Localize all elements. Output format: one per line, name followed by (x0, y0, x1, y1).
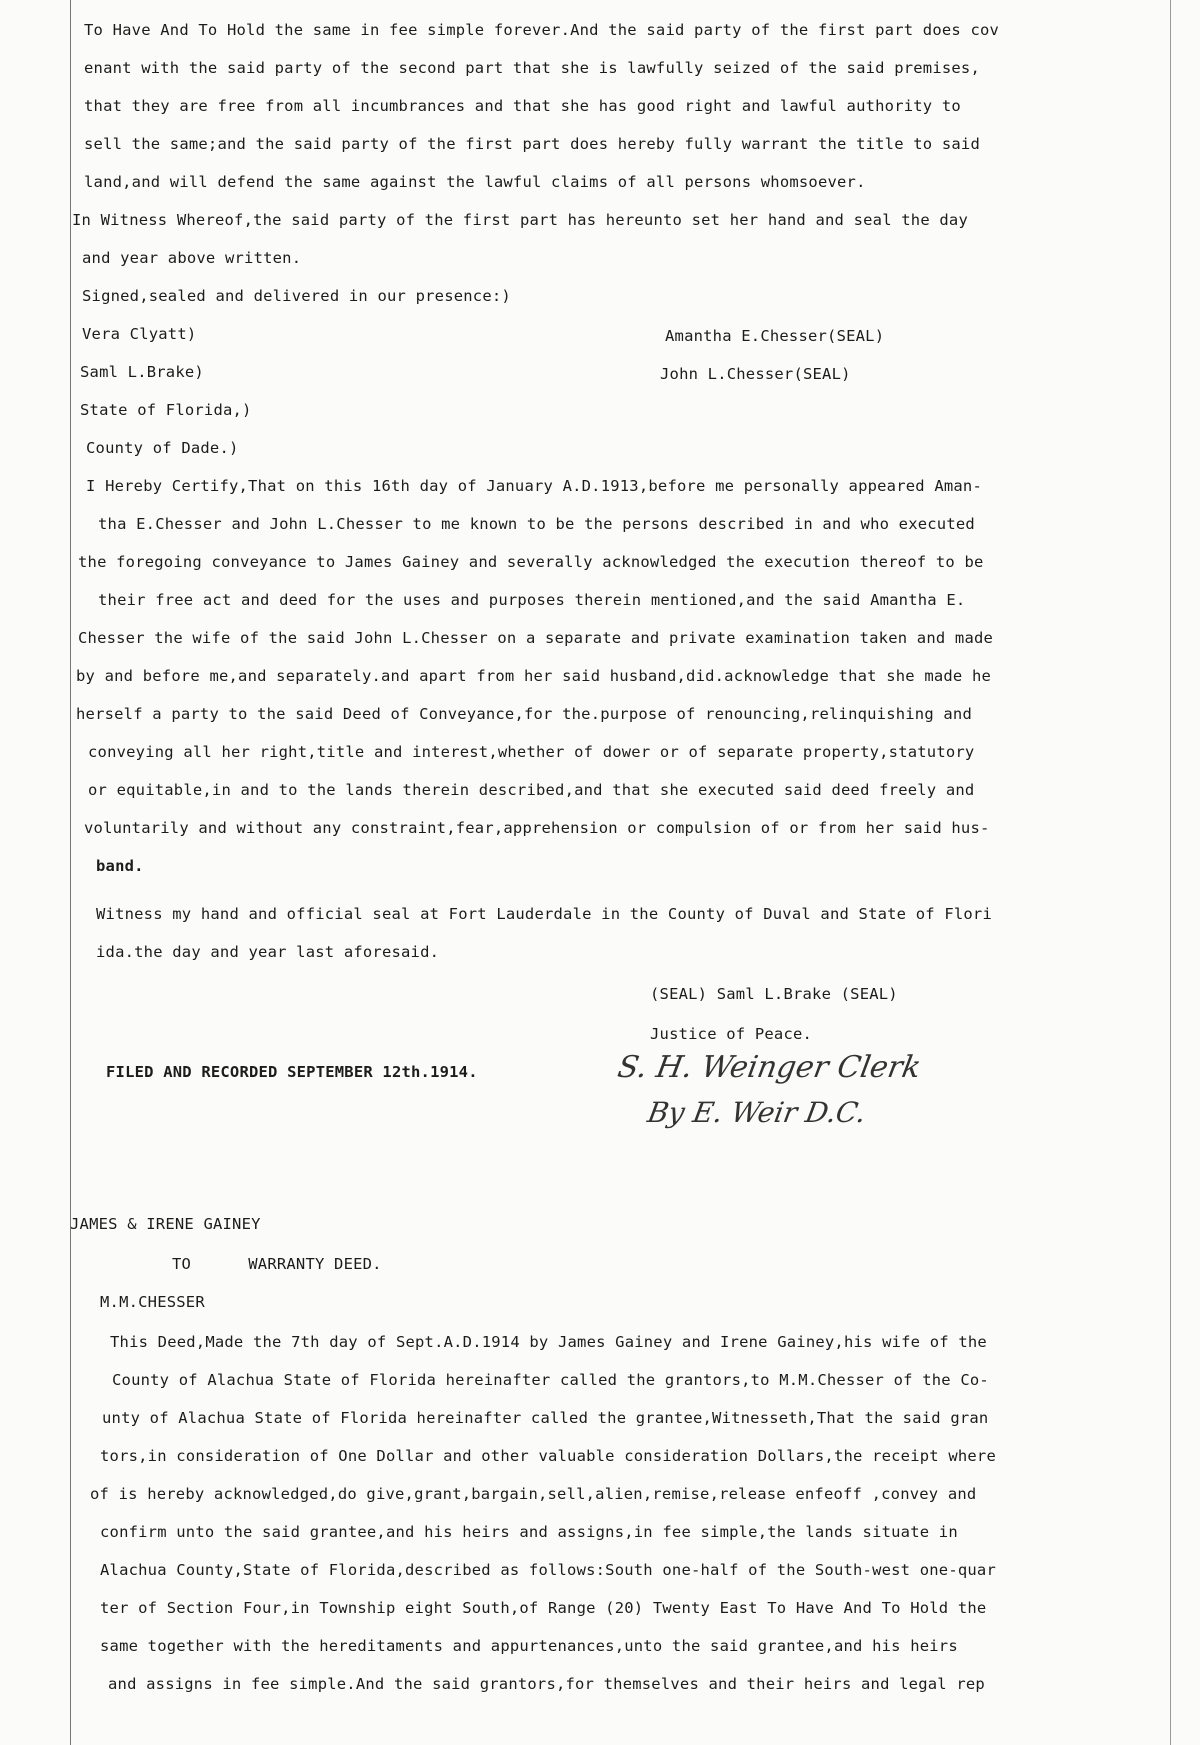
deed2-type: TO WARRANTY DEED. (172, 1255, 382, 1273)
deed2-grantee: M.M.CHESSER (100, 1293, 205, 1311)
grantor-signature: John L.Chesser(SEAL) (660, 365, 851, 383)
certify-line: conveying all her right,title and interest,whether of dower or of separate property,statutory (88, 743, 975, 761)
certify-line: the foregoing conveyance to James Gainey and severally acknowledged the execution thereof to be (78, 553, 984, 571)
deed2-body-line: same together with the hereditaments and appurtenances,unto the said grantee,and his heirs (100, 1637, 958, 1655)
deed2-body-line: tors,in consideration of One Dollar and other valuable consideration Dollars,the receipt where (100, 1447, 996, 1465)
certify-line: their free act and deed for the uses and purposes therein mentioned,and the said Amantha E. (98, 591, 966, 609)
deed1-para1-line: land,and will defend the same against the lawful claims of all persons whomsoever. (84, 173, 866, 191)
deed2-body-line: and assigns in fee simple.And the said grantors,for themselves and their heirs and legal rep (108, 1675, 985, 1693)
deed1-para1-line: To Have And To Hold the same in fee simple forever.And the said party of the first part does cov (84, 21, 1000, 39)
deed1-witness-line: and year above written. (82, 249, 302, 267)
left-margin-rule (70, 0, 71, 1745)
right-margin-rule (1170, 0, 1171, 1745)
deed1-signed-line: Signed,sealed and delivered in our presence:) (82, 287, 511, 305)
filed-stamp: FILED AND RECORDED SEPTEMBER 12th.1914. (106, 1063, 478, 1081)
deed1-para1-line: sell the same;and the said party of the first part does hereby fully warrant the title to said (84, 135, 980, 153)
deed2-body-line: unty of Alachua State of Florida hereinafter called the grantee,Witnesseth,That the said gran (102, 1409, 989, 1427)
deed2-body-line: confirm unto the said grantee,and his heirs and assigns,in fee simple,the lands situate in (100, 1523, 958, 1541)
witness-name: Vera Clyatt) (82, 325, 197, 343)
grantor-signature: Amantha E.Chesser(SEAL) (665, 327, 885, 345)
certify-line: herself a party to the said Deed of Conveyance,for the.purpose of renouncing,relinquishing and (76, 705, 972, 723)
certify-line: by and before me,and separately.and apart from her said husband,did.acknowledge that she made he (76, 667, 992, 685)
certify-line: I Hereby Certify,That on this 16th day of January A.D.1913,before me personally appeared Aman- (86, 477, 982, 495)
witness-name: Saml L.Brake) (80, 363, 204, 381)
certify-line: voluntarily and without any constraint,fear,apprehension or compulsion of or from her said hus- (84, 819, 990, 837)
certify-line: or equitable,in and to the lands therein described,and that she executed said deed freely and (88, 781, 975, 799)
deputy-clerk-signature: By E. Weir D.C. (645, 1096, 869, 1129)
certify-line: band. (96, 857, 144, 875)
deed2-body-line: ter of Section Four,in Township eight South,of Range (20) Twenty East To Have And To Hold the (100, 1599, 987, 1617)
deed1-para1-line: enant with the said party of the second part that she is lawfully seized of the said premises, (84, 59, 980, 77)
justice-title: Justice of Peace. (650, 1025, 813, 1043)
justice-signature: (SEAL) Saml L.Brake (SEAL) (650, 985, 898, 1003)
certify-line: tha E.Chesser and John L.Chesser to me known to be the persons described in and who executed (98, 515, 975, 533)
deed1-witness-line: In Witness Whereof,the said party of the first part has hereunto set her hand and seal the day (72, 211, 968, 229)
deed2-body-line: This Deed,Made the 7th day of Sept.A.D.1914 by James Gainey and Irene Gainey,his wife of the (110, 1333, 987, 1351)
venue-county: County of Dade.) (86, 439, 239, 457)
witness-hand-line: Witness my hand and official seal at Fort Lauderdale in the County of Duval and State of Flori (96, 905, 992, 923)
deed2-body-line: County of Alachua State of Florida hereinafter called the grantors,to M.M.Chesser of the Co- (112, 1371, 989, 1389)
venue-state: State of Florida,) (80, 401, 252, 419)
witness-hand-line: ida.the day and year last aforesaid. (96, 943, 440, 961)
clerk-signature: S. H. Weinger Clerk (614, 1050, 924, 1085)
deed2-body-line: Alachua County,State of Florida,described as follows:South one-half of the South-west one-quar (100, 1561, 996, 1579)
deed1-para1-line: that they are free from all incumbrances and that she has good right and lawful authority to (84, 97, 961, 115)
deed2-parties: JAMES & IRENE GAINEY (70, 1215, 261, 1233)
deed2-body-line: of is hereby acknowledged,do give,grant,bargain,sell,alien,remise,release enfeoff ,convey and (90, 1485, 977, 1503)
certify-line: Chesser the wife of the said John L.Chesser on a separate and private examination taken and made (78, 629, 994, 647)
